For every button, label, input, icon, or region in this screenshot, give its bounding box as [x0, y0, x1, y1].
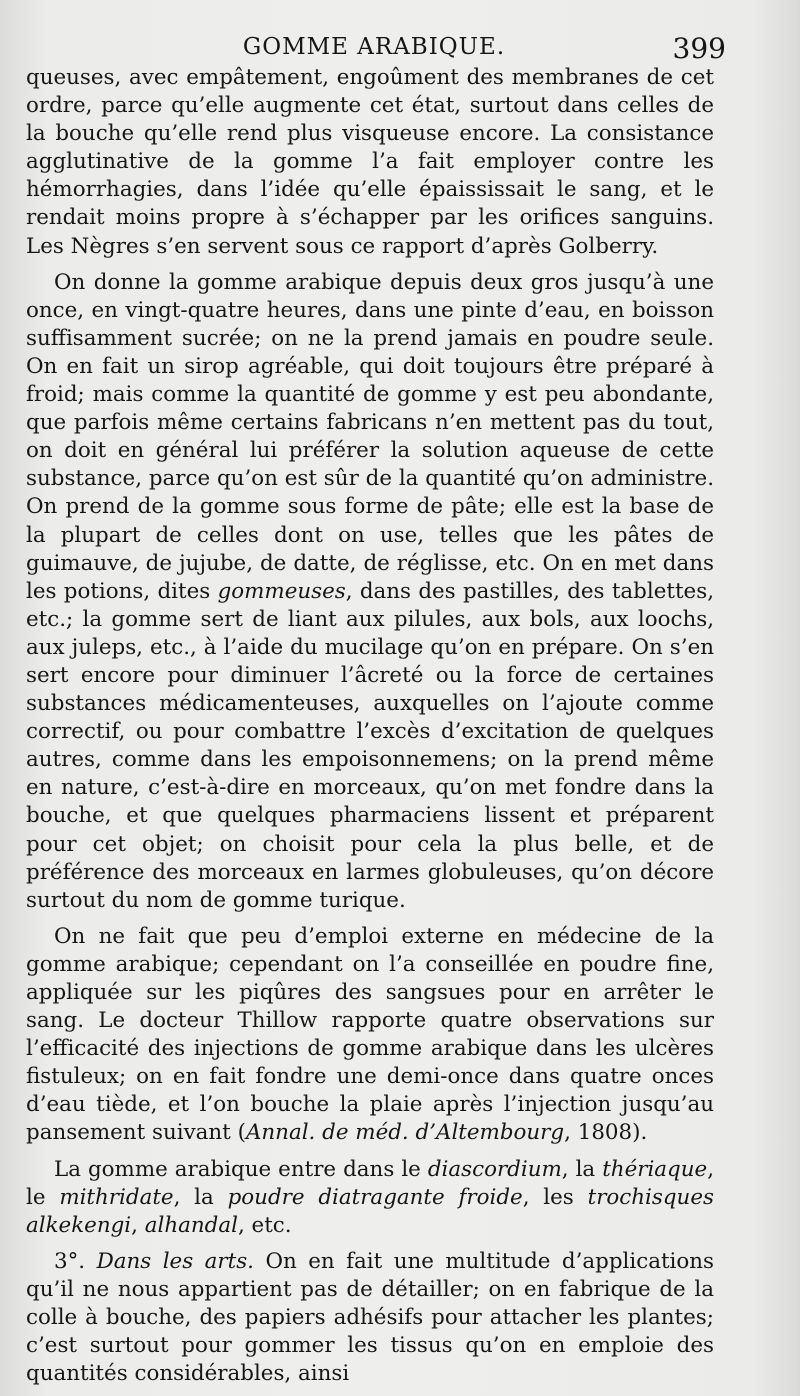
paragraph-dosage — [26, 269, 714, 915]
paragraph-text: , etc. — [237, 1212, 292, 1238]
paragraph-text: , les — [522, 1184, 588, 1210]
paragraph-text: , 1808). — [564, 1120, 648, 1146]
paragraph-text: La gomme arabique entre dans le — [54, 1156, 428, 1182]
paragraph-compositions — [26, 1156, 714, 1240]
italic-term: mithridate — [59, 1184, 174, 1210]
citation: Annal. de méd. d’Altembourg — [245, 1120, 565, 1146]
paragraph-text: On donne la gomme arabique depuis deux gros jusqu’à une once, en vingt-quatre heures, dans une pinte d’eau, en boisson suffisamment sucrée; on ne la prend jamais en poudre seule. On en fait un sirop agréable, qui doit toujours être préparé à froid; mais comme la quantité de gomme y est peu abondante, que parfois même certains fabricans n’en mettent pas du tout, on doit en général lui préférer la solution aqueuse de cette substance, parce qu’on est sûr de la quantité qu’on administre. On prend de la gomme sous forme de pâte; elle est la base de la plupart de celles dont on use, telles que les pâtes de guimauve, de jujube, de datte, de réglisse, etc. On en met dans les potions, dites — [26, 269, 714, 604]
italic-term: poudre diatragante froide — [227, 1184, 523, 1210]
italic-term: thériaque — [602, 1156, 708, 1182]
section-heading: Dans les arts. — [96, 1248, 254, 1274]
section-number: 3°. — [54, 1248, 97, 1274]
body-text — [26, 64, 714, 1396]
page-number: 399 — [672, 32, 726, 65]
paragraph-text: , la — [173, 1184, 228, 1210]
paragraph-continued — [26, 64, 714, 261]
running-title: GOMME ARABIQUE. — [242, 34, 506, 60]
italic-term: alhandal — [144, 1212, 238, 1238]
paragraph-text: , le — [26, 1156, 714, 1210]
page-header — [24, 30, 724, 66]
italic-term: gommeuses — [217, 578, 346, 604]
italic-term: diascordium — [427, 1156, 562, 1182]
paragraph-text: , la — [561, 1156, 603, 1182]
italic-term: trochisques alkekengi — [26, 1184, 714, 1238]
paragraph-text: queuses, avec empâtement, engoûment des membranes de cet ordre, parce qu’elle augmente cet état, surtout dans celles de la bouche qu’elle rend plus visqueuse encore. La consistance agglutinative de la gomme l’a fait employer contre les hémorrhagies, dans l’idée qu’elle épaississait le sang, et le rendait moins propre à s’échapper par les orifices sanguins. Les Nègres s’en servent sous ce rapport d’après Golberry. — [26, 65, 714, 259]
paragraph-text: , dans des pastilles, des tablettes, etc.; la gomme sert de liant aux pilules, aux bols, aux loochs, aux juleps, etc., à l’aide du mucilage qu’on en prépare. On s’en sert encore pour diminuer l’âcreté ou la force de certaines substances médicamenteuses, auxquelles on l’ajoute comme correctif, ou pour combattre l’excès d’excitation de quelques autres, comme dans les empoisonnemens; on la prend même en nature, c’est-à-dire en morceaux, qu’on met fondre dans la bouche, et que quelques pharmaciens lissent et préparent pour cet objet; on choisit pour cela la plus belle, et de préférence des morceaux en larmes globuleuses, qu’on décore surtout du nom de gomme turique. — [26, 578, 714, 913]
paragraph-arts — [26, 1248, 714, 1388]
paragraph-text: On ne fait que peu d’emploi externe en médecine de la gomme arabique; cependant on l’a conseillée en poudre fine, appliquée sur les piqûres des sangsues pour en arrêter le sang. Le docteur Thillow rapporte quatre observations sur l’efficacité des injections de gomme arabique dans les ulcères fistuleux; on en fait fondre une demi-once dans quatre onces d’eau tiède, et l’on bouche la plaie après l’injection jusqu’au pansement suivant ( — [26, 923, 714, 1146]
paragraph-external-use — [26, 923, 714, 1148]
paragraph-text: , — [131, 1212, 145, 1238]
paragraph-text: On en fait une multitude d’applications qu’il ne nous appartient pas de détailler; on en fabrique de la colle à bouche, des papiers adhésifs pour attacher les plantes; c’est surtout pour gommer les tissus qu’on en emploie des quantités considérables, ainsi — [26, 1248, 715, 1387]
